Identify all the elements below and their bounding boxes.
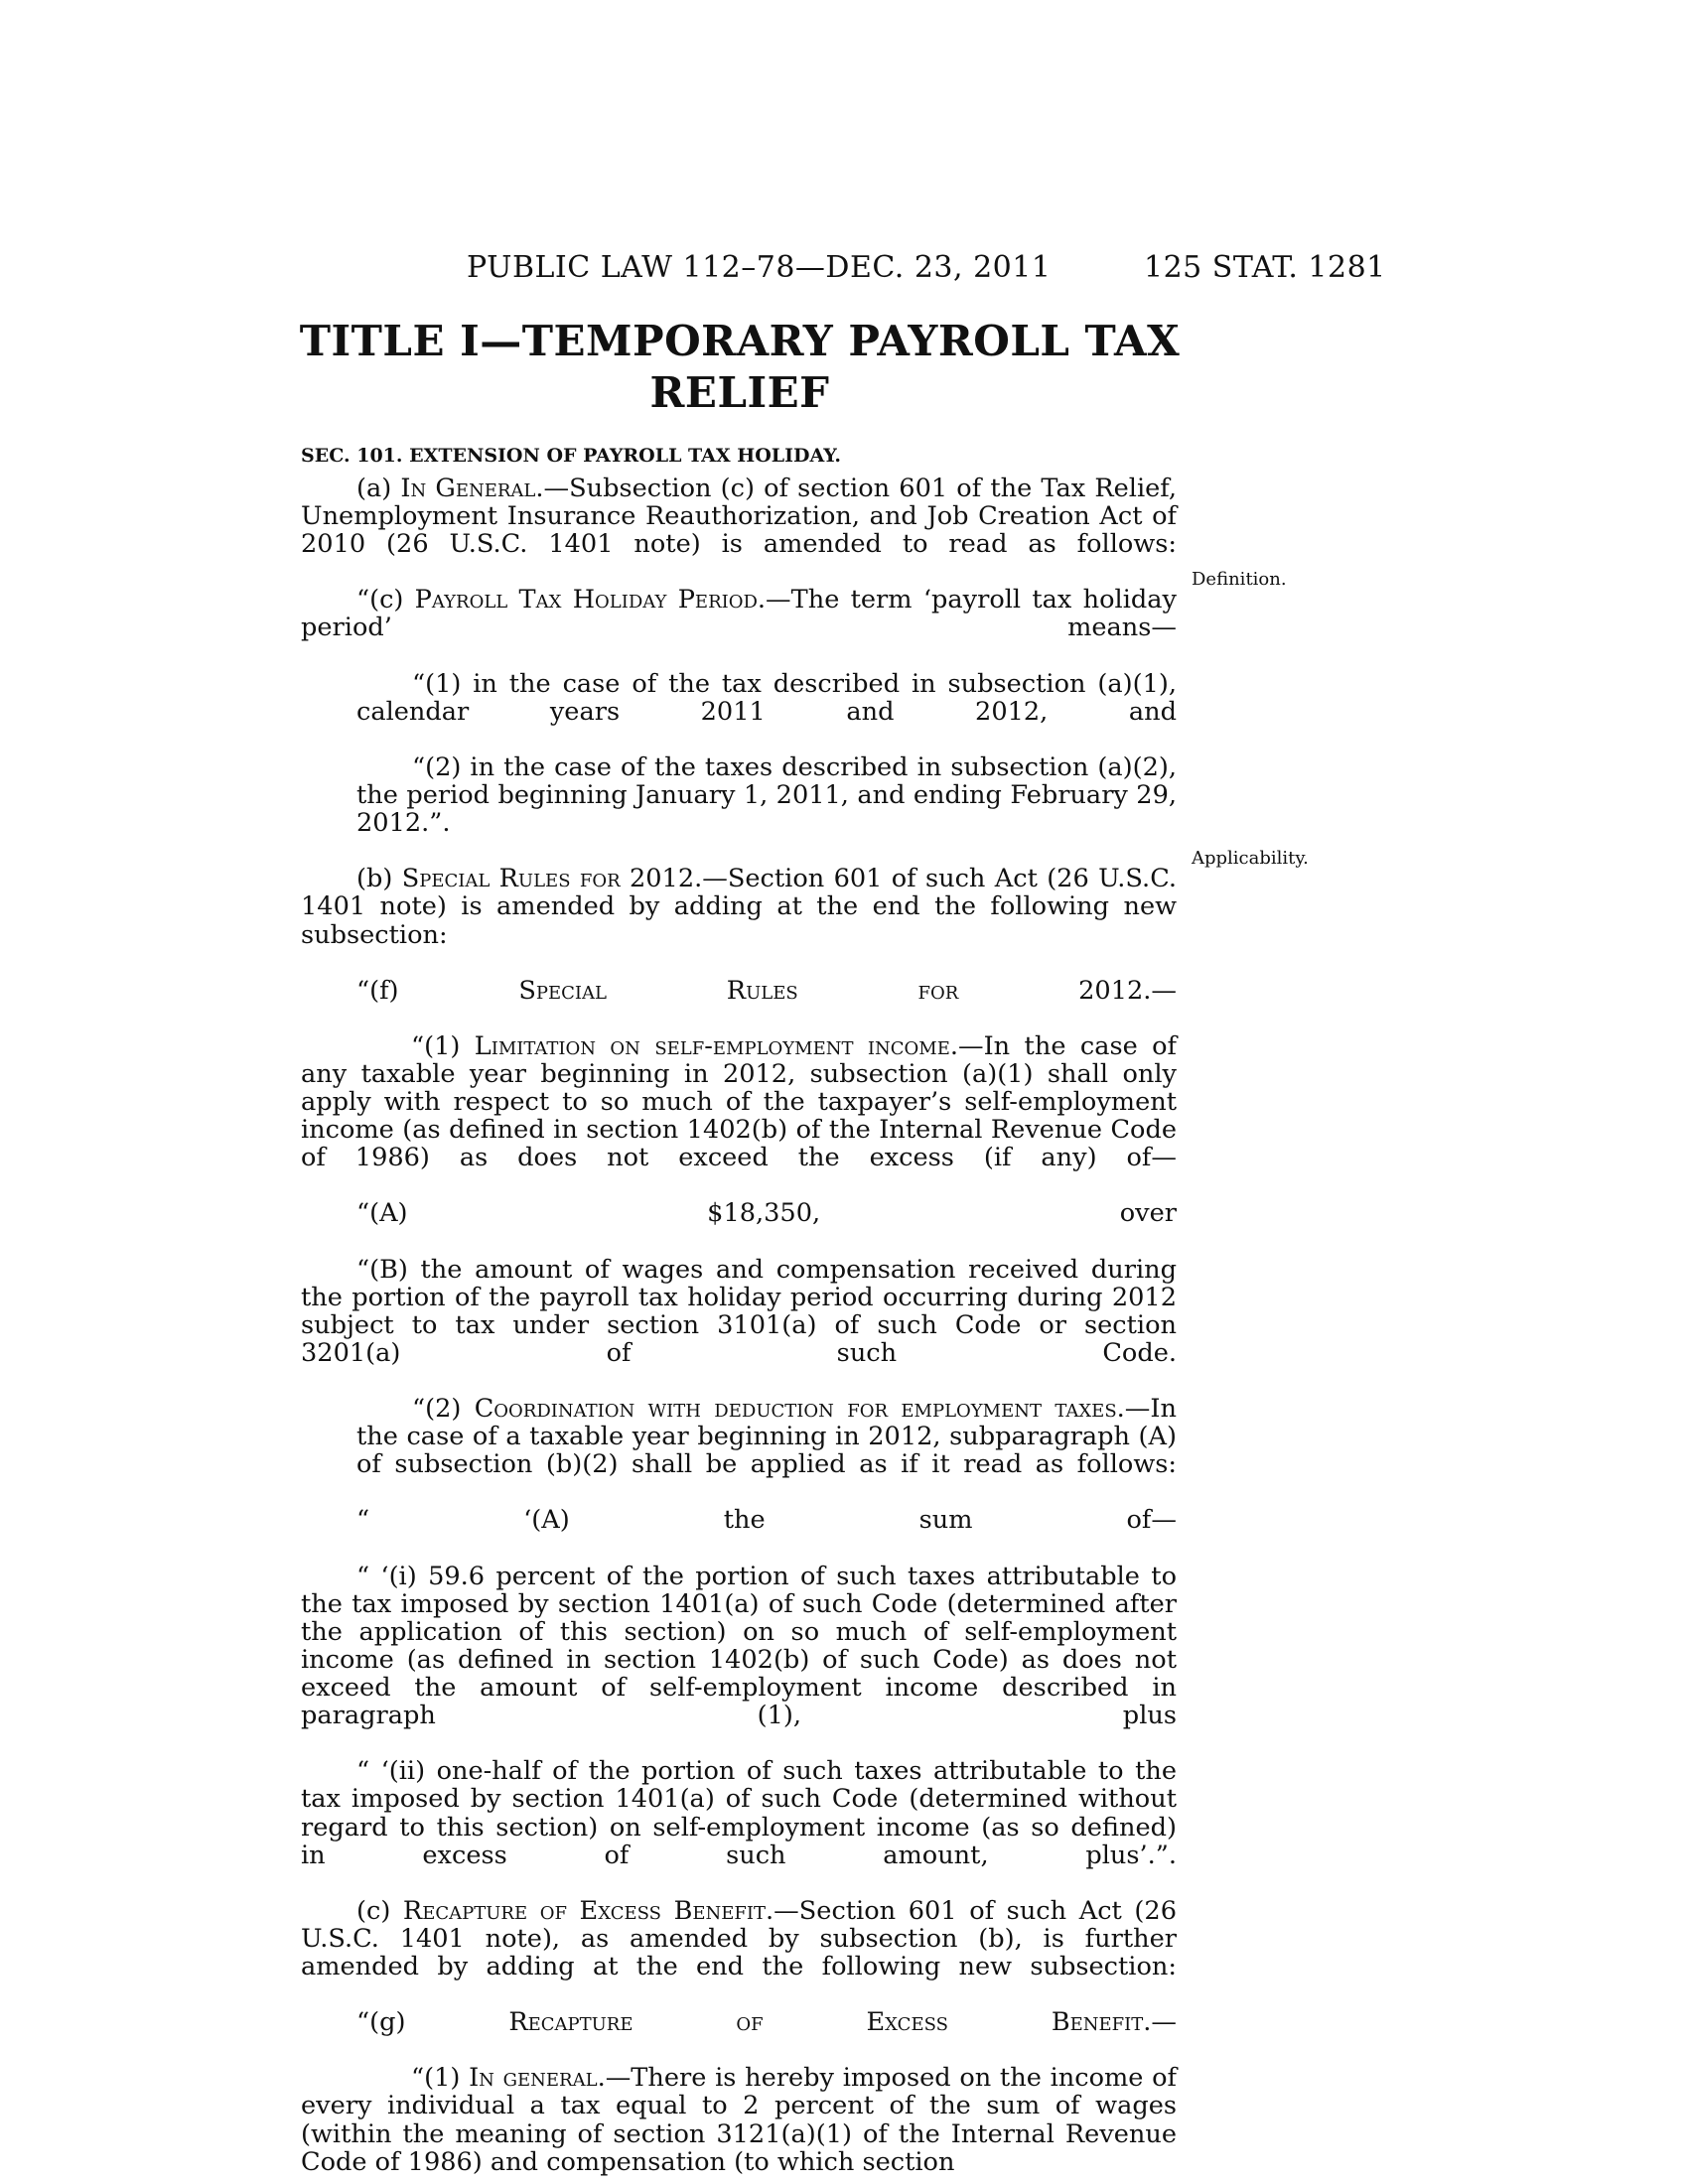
paragraph-f-2-A: “ ‘(A) the sum of— [356,1505,1177,1536]
paragraph-g-1: “(1) In general.—There is hereby imposed on the income of every individual a tax equal to 2 percent of the sum of wages (within the meaning of section 3121(a)(1) of the Internal Revenue Code of 1986) and compensation (to which section [301,2063,1177,2177]
paragraph-f: “(f) Special Rules for 2012.— [356,975,1177,1006]
paragraph-c-definition: “(c) Payroll Tax Holiday Period.—The term ‘payroll tax holiday period’ means— [301,585,1177,643]
paragraph-f-1-A: “(A) $18,350, over [356,1198,1177,1229]
paragraph-f-2: “(2) Coordination with deduction for employment taxes.—In the case of a taxable year beginning in 2012, subparagraph (A) of subsection (b)(2) shall be applied as if it read as follows: [356,1394,1177,1480]
paragraph-a: (a) In General.—Subsection (c) of section 601 of the Tax Relief, Unemployment Insurance Reauthorization, and Job Creation Act of 2010 (26 U.S.C. 1401 note) is amended to read as follows: [301,474,1177,560]
section-heading: SEC. 101. EXTENSION OF PAYROLL TAX HOLIDAY. [301,445,842,467]
margin-note-definition: Definition. [1192,569,1287,590]
paragraph-g: “(g) Recapture of Excess Benefit.— [356,2007,1177,2038]
paragraph-c-recapture: (c) Recapture of Excess Benefit.—Section 601 of such Act (26 U.S.C. 1401 note), as amended by subsection (b), is further amended by adding at the end the following new subsection: [301,1895,1177,1981]
paragraph-b: (b) Special Rules for 2012.—Section 601 of such Act (26 U.S.C. 1401 note) is amended by adding at the end the following new subsection: [301,864,1177,950]
title-line-1: TITLE I—TEMPORARY PAYROLL TAX [299,317,1181,365]
statute-body [301,475,1177,2176]
running-header-left: PUBLIC LAW 112–78—DEC. 23, 2011 [467,250,1052,285]
margin-note-applicability: Applicability. [1192,848,1309,869]
paragraph-f-1-B: “(B) the amount of wages and compensation received during the portion of the payroll tax holiday period occurring during 2012 subject to tax under section 3101(a) of such Code or section 3201(a) of such Code. [301,1254,1177,1368]
paragraph-f-2-A-i: “ ‘(i) 59.6 percent of the portion of such taxes attributable to the tax imposed by section 1401(a) of such Code (determined after the application of this section) on so much of self-employment income (as defined in section 1402(b) of such Code) as does not exceed the amount of self-employment income described in paragraph (1), plus [301,1561,1177,1731]
page-stat-number: 125 STAT. 1281 [1144,250,1386,285]
title-line-2: RELIEF [649,368,830,417]
paragraph-c-2: “(2) in the case of the taxes described in subsection (a)(2), the period beginning January 1, 2011, and ending February 29, 2012.”. [356,751,1177,839]
paragraph-f-1: “(1) Limitation on self-employment income.—In the case of any taxable year beginning in 2012, subsection (a)(1) shall only apply with respect to so much of the taxpayer’s self-employment income (as defined in section 1402(b) of the Internal Revenue Code of 1986) as does not exceed the excess (if any) of— [301,1030,1177,1173]
title-heading [298,316,1182,419]
paragraph-c-1: “(1) in the case of the tax described in subsection (a)(1), calendar years 2011 and 2012, and [356,668,1177,727]
paragraph-f-2-A-ii: “ ‘(ii) one-half of the portion of such taxes attributable to the tax imposed by section 1401(a) of such Code (determined without regard to this section) on self-employment income (as so defined) in excess of such amount, plus’.”. [301,1756,1177,1870]
